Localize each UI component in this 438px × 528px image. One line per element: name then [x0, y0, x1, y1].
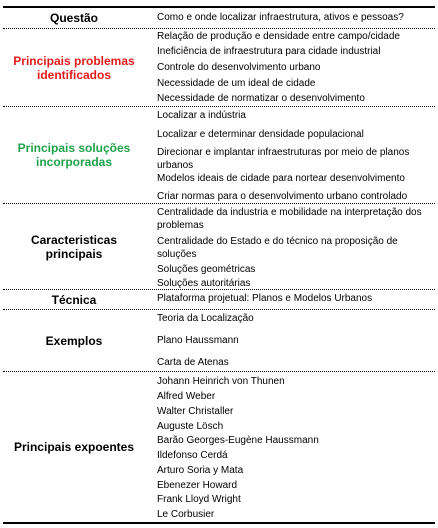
list-item: urbanos — [157, 160, 194, 171]
list-item: Centralidade do Estado e do técnico na proposição de — [157, 236, 398, 247]
label-line: identificados — [36, 67, 111, 82]
table-row-characteristics — [3, 204, 435, 289]
list-item: Ebenezer Howard — [157, 480, 238, 491]
list-item: Walter Christaller — [157, 406, 234, 417]
list-item: Teoria da Localização — [157, 313, 254, 324]
list-item: Frank Lloyd Wright — [157, 494, 241, 505]
list-item: Arturo Soria y Mata — [157, 465, 244, 476]
list-item: Relação de produção e densidade entre campo/cidade — [157, 31, 400, 42]
row-label-examples: Exemplos — [45, 333, 103, 348]
list-item: Le Corbusier — [157, 509, 215, 520]
table-row-exponents — [3, 372, 435, 522]
list-item: Soluções autoritárias — [157, 278, 251, 289]
list-item: Localizar a indústria — [157, 110, 246, 121]
table-row-solutions — [3, 107, 435, 203]
list-item: Johann Heinrich von Thunen — [157, 376, 285, 387]
row-label-question: Questão — [49, 11, 98, 25]
label-line: Principais problemas — [13, 53, 135, 68]
list-item: Alfred Weber — [157, 391, 216, 402]
row-label-characteristics: Caracteristicas principais — [30, 232, 118, 261]
list-item: Criar normas para o desenvolvimento urbano controlado — [157, 191, 408, 202]
list-item: Ildefonso Cerdá — [157, 450, 228, 461]
row-label-exponents: Principais expoentes — [13, 440, 135, 454]
cell-text: Como e onde localizar infraestrutura, ativos e pessoas? — [157, 12, 404, 23]
table-row-question — [3, 8, 435, 28]
list-item: Modelos ideais de cidade para nortear desenvolvimento — [157, 173, 405, 184]
list-item: Localizar e determinar densidade populacional — [157, 129, 364, 140]
list-item: soluções — [157, 249, 197, 260]
row-label-problems — [3, 29, 145, 106]
list-item: Centralidade da industria e mobilidade na interpretação dos — [157, 207, 422, 218]
list-item: Auguste Lösch — [157, 421, 224, 432]
cell-text: Plataforma projetual: Planos e Modelos Urbanos — [157, 293, 373, 304]
list-item: Controle do desenvolvimento urbano — [157, 62, 321, 73]
list-item: Soluções geométricas — [157, 264, 256, 275]
table-row-problems — [3, 29, 435, 106]
row-label-technique: Técnica — [51, 292, 97, 307]
list-item: Necessidade de um ideal de cidade — [157, 78, 316, 89]
label-line: Principais soluções — [17, 141, 131, 155]
list-item: problemas — [157, 220, 204, 231]
label-line: incorporadas — [35, 155, 113, 169]
list-item: Direcionar e implantar infraestruturas por meio de planos — [157, 147, 410, 158]
table-row-examples — [3, 310, 435, 371]
list-item: Barão Georges-Eugène Haussmann — [157, 435, 319, 446]
list-item: Ineficiência de infraestrutura para cidade industrial — [157, 46, 381, 57]
row-label-solutions — [3, 107, 145, 203]
list-item: Plano Haussmann — [157, 335, 239, 346]
table-row-technique — [3, 290, 435, 309]
table-bottom-rule — [3, 522, 435, 524]
list-item: Necessidade de normatizar o desenvolvimento — [157, 93, 365, 104]
list-item: Carta de Atenas — [157, 357, 229, 368]
